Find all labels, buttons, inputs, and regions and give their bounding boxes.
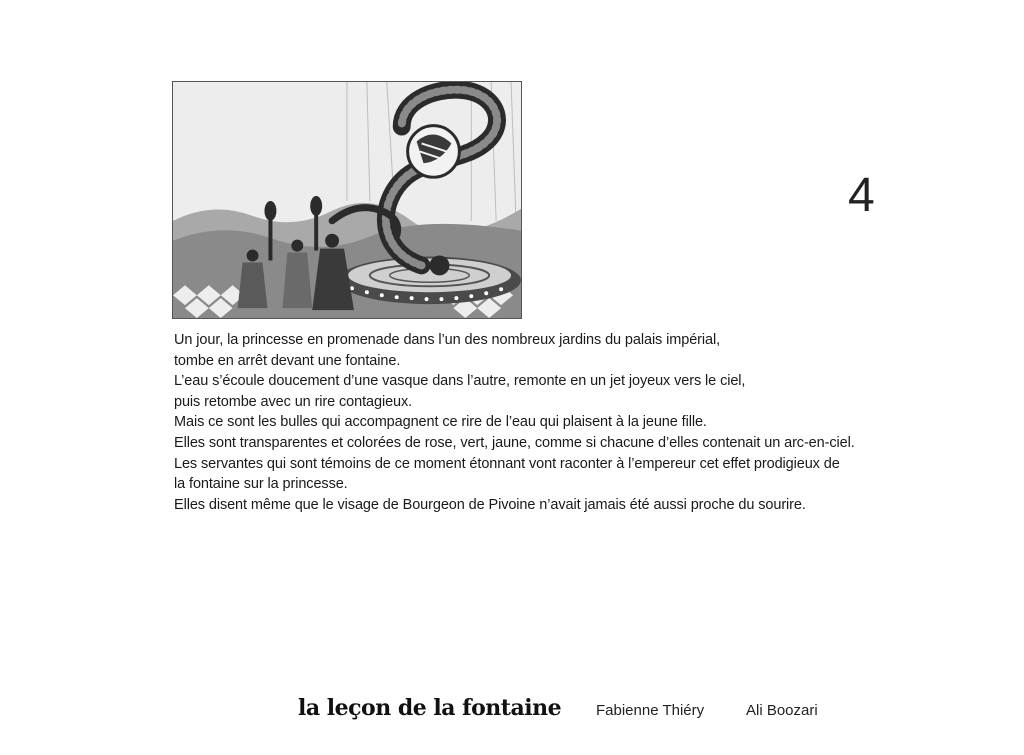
story-line: L’eau s’écoule doucement d’une vasque dans l’autre, remonte en un jet joyeux vers le ciel, — [174, 373, 746, 390]
dragon-fountain-illustration — [173, 82, 521, 318]
book-title: la leçon de la fontaine — [298, 695, 562, 721]
illustrator-name: Ali Boozari — [746, 702, 818, 719]
author-name: Fabienne Thiéry — [596, 702, 705, 719]
illustration — [172, 81, 522, 319]
story-line: puis retombe avec un rire contagieux. — [174, 393, 413, 410]
story-text — [174, 330, 894, 515]
page-number: 4 — [848, 169, 875, 222]
story-line: la fontaine sur la princesse. — [174, 476, 348, 493]
story-line: tombe en arrêt devant une fontaine. — [174, 352, 401, 369]
story-line: Elles disent même que le visage de Bourgeon de Pivoine n’avait jamais été aussi proche du sourire. — [174, 496, 806, 513]
story-line: Elles sont transparentes et colorées de rose, vert, jaune, comme si chacune d’elles contenait un arc-en-ciel. — [174, 434, 855, 451]
story-line: Mais ce sont les bulles qui accompagnent ce rire de l’eau qui plaisent à la jeune fille. — [174, 414, 707, 431]
story-line: Les servantes qui sont témoins de ce moment étonnant vont raconter à l’empereur cet effet prodigieux de — [174, 455, 840, 472]
story-line: Un jour, la princesse en promenade dans l’un des nombreux jardins du palais impérial, — [174, 332, 721, 348]
